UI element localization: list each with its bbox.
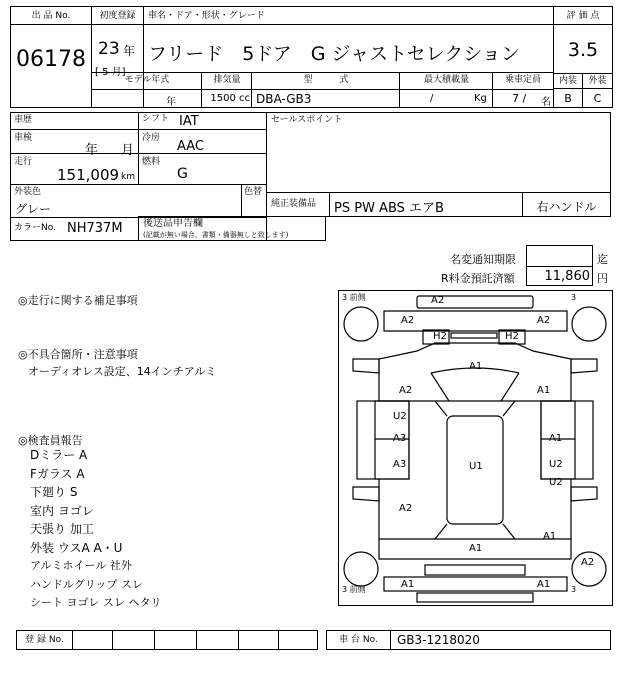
lot-number-box	[10, 6, 92, 108]
inspector-report-title: ◎検査員報告	[18, 434, 83, 447]
chassis-number: GB3-1218020	[397, 633, 480, 647]
specs-row	[91, 72, 554, 108]
mark-front-fender-left: A2	[399, 385, 413, 396]
mark-front-bumper-top: A2	[431, 295, 445, 306]
corner-label-bottom-left: 3 前側	[342, 585, 366, 594]
history-label: 車歴	[14, 115, 33, 125]
shift: IAT	[179, 114, 199, 129]
max-load-label: 最大積載量	[423, 75, 469, 85]
mark-front-door-right: A1	[549, 433, 563, 444]
mileage: 151,009	[57, 166, 120, 184]
exterior-color-label: 外装色	[14, 187, 42, 197]
model-year-unit: 年	[166, 97, 176, 108]
grade-box	[553, 6, 613, 108]
lot-number-label: 出 品 No.	[11, 7, 91, 25]
inspection-label: 車検	[14, 133, 33, 143]
mark-front-door-left-u: U2	[393, 411, 407, 422]
recycle-fee-unit: 円	[597, 272, 608, 285]
ac-label: 冷房	[142, 133, 161, 143]
mark-rear-tire-right: A2	[581, 557, 595, 568]
mark-headlight-left: H2	[433, 331, 447, 342]
model-year-label: モデル年式	[124, 75, 170, 85]
name-change-label: 名変通知期限	[450, 253, 516, 266]
capacity: 7 /	[512, 92, 527, 105]
inspector-item: 下廻り S	[30, 485, 78, 499]
sales-point-box	[266, 112, 611, 193]
color-no-label: カラーNo.	[14, 223, 56, 233]
displacement-label: 排気量	[213, 75, 241, 85]
corner-label-top-left: 3 前側	[342, 293, 366, 302]
mark-front-right: A2	[537, 315, 551, 326]
inspector-item: 外装 ウスA A・U	[30, 540, 123, 555]
mark-front-left: A2	[401, 315, 415, 326]
inspector-item: シート ヨゴレ スレ ヘタリ	[30, 596, 162, 609]
registration-year: 23	[98, 39, 120, 59]
capacity-label: 乗車定員	[504, 75, 541, 85]
name-change-unit: 迄	[597, 253, 608, 266]
fuel-label: 燃料	[142, 157, 161, 167]
mileage-label: 走行	[14, 157, 33, 167]
registration-number-row	[16, 630, 318, 650]
car-name: フリード 5ドア G ジャストセレクション	[148, 43, 520, 65]
interior-grade: B	[554, 88, 583, 107]
mark-headlight-right: H2	[505, 331, 519, 342]
mark-rear-bumper-right: A1	[537, 579, 551, 590]
mark-rear-door-right-1: U2	[549, 459, 563, 470]
defects-title: ◎不具合箇所・注意事項	[18, 348, 138, 361]
air-conditioning: AAC	[177, 139, 204, 154]
mark-front-door-left: A3	[393, 433, 407, 444]
registration-number-label: 登 録 No.	[17, 631, 73, 649]
mark-rear-door-right-2: U2	[549, 477, 563, 488]
exterior-label: 外装	[583, 73, 612, 88]
max-load: /	[430, 93, 434, 104]
recycle-fee-label: R料金預託済額	[441, 272, 515, 285]
chassis-number-row	[326, 630, 611, 650]
defects-text: オーディオレス設定、14インチアルミ	[28, 365, 217, 378]
corner-label-top-right: 3	[571, 293, 577, 302]
registration-month: [ 5 月]	[95, 67, 126, 78]
car-name-label: 車名・ドア・形状・グレード	[144, 7, 553, 25]
declaration-note: (記載が無い場合、書類・備器無しと致します)	[143, 231, 289, 239]
recycle-fee-box	[526, 266, 593, 286]
corner-label-bottom-right: 3	[571, 585, 577, 594]
chassis-number-label: 車 台 No.	[327, 631, 391, 649]
exterior-grade: C	[583, 88, 612, 107]
model-type: DBA-GB3	[256, 92, 312, 106]
exterior-color: グレー	[15, 202, 52, 216]
name-change-deadline-box	[526, 245, 593, 267]
inspector-item: Fガラス A	[30, 466, 85, 481]
lot-number: 06178	[16, 47, 86, 72]
fuel: G	[177, 166, 188, 182]
grade-label: 評 価 点	[554, 7, 612, 25]
max-load-unit: Kg	[474, 93, 487, 104]
inspector-item: Dミラー A	[30, 448, 88, 462]
sales-point-label: セールスポイント	[271, 115, 343, 125]
inspector-report-list	[30, 446, 162, 613]
overall-grade: 3.5	[567, 39, 599, 61]
inspector-item: アルミホイール 社外	[30, 559, 132, 572]
mark-rear-bumper-left: A1	[401, 579, 415, 590]
mark-front-fender-right: A1	[537, 385, 551, 396]
mark-roof: U1	[469, 461, 483, 472]
inspection-year-unit: 年	[85, 143, 99, 158]
mark-back-door: A1	[469, 543, 483, 554]
inspector-item: ハンドルグリップ スレ	[30, 577, 143, 591]
inspector-item: 室内 ヨゴレ	[30, 503, 94, 518]
type-label: 型 式	[303, 75, 349, 85]
steering-position: 右ハンドル	[536, 200, 597, 214]
equipment-label: 純正装備品	[271, 199, 317, 209]
mark-rear-fender-right: A1	[543, 531, 557, 542]
mark-rear-fender-left: A2	[399, 503, 413, 514]
car-outline-drawing	[339, 291, 612, 605]
inspector-item: 天張り 加工	[30, 522, 94, 536]
damage-diagram	[338, 290, 613, 606]
car-name-box	[143, 6, 554, 73]
declaration-box	[138, 216, 326, 241]
recycle-fee-amount: 11,860	[544, 269, 590, 284]
mark-rear-door-left: A3	[393, 459, 407, 470]
interior-label: 内装	[554, 73, 583, 88]
displacement: 1500 cc	[210, 93, 250, 104]
mark-hood: A1	[469, 361, 483, 372]
mileage-unit: km	[121, 172, 135, 182]
registration-year-unit: 年	[123, 44, 136, 58]
driving-notes-title: ◎走行に関する補足事項	[18, 294, 138, 307]
color-number: NH737M	[67, 221, 123, 236]
color-change-label: 色替	[244, 187, 263, 197]
equipment-row	[266, 192, 611, 217]
shift-label: シフト	[142, 114, 170, 124]
capacity-unit: 名	[541, 97, 551, 108]
declaration-label: 後送品申告欄	[143, 218, 203, 229]
inspection-month-unit: 月	[121, 143, 135, 158]
standard-equipment: PS PW ABS エアB	[334, 201, 444, 216]
first-registration-label: 初度登録	[92, 7, 143, 25]
